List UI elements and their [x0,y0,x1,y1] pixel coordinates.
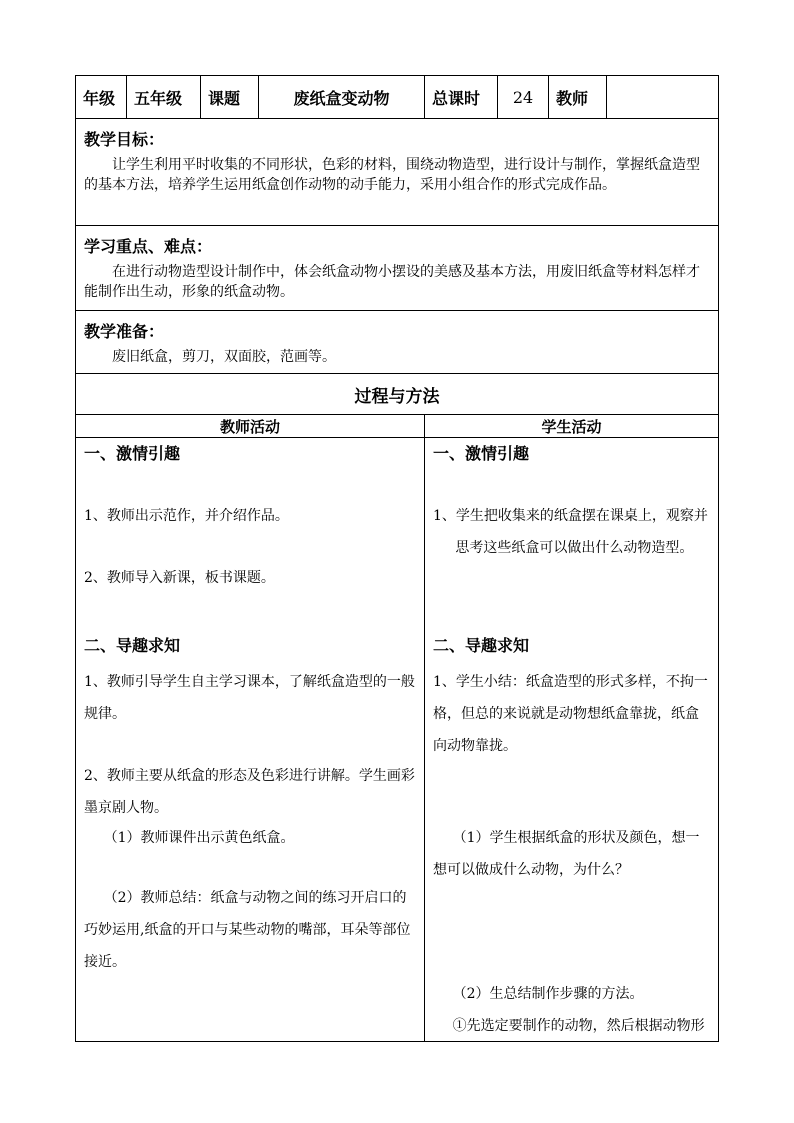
teacher-item: 2、教师主要从纸盒的形态及色彩进行讲解。学生画彩墨京剧人物。 [84,768,415,816]
topic-value: 废纸盒变动物 [259,76,425,119]
activity-head-row [76,415,719,438]
teacher-item: 1、教师出示范作，并介绍作品。 [84,508,289,524]
teacher-item: 1、教师引导学生自主学习课本，了解纸盒造型的一般规律。 [84,674,415,722]
teacher-activity-cell [76,438,425,1042]
teacher-item: （2）教师总结：纸盒与动物之间的练习开启口的巧妙运用,纸盒的开口与某些动物的嘴部，耳朵等部位接近。 [84,890,411,970]
prep-text: 废旧纸盒，剪刀，双面胶，范画等。 [112,349,336,365]
activity-row [76,438,719,1042]
teacher-item: （1）教师课件出示黄色纸盒。 [103,830,295,846]
process-title-row [76,374,719,415]
process-title: 过程与方法 [76,374,719,415]
teacher-value [607,76,719,119]
student-activity-head: 学生活动 [425,415,719,438]
prep-title: 教学准备： [84,322,165,341]
student-item: （2）生总结制作步骤的方法。 [452,986,644,1002]
keypoints-title: 学习重点、难点： [84,237,213,256]
goals-row [76,119,719,226]
student-section-1-title: 一、激情引趣 [433,444,530,463]
student-section-2-title: 二、导趣求知 [433,636,530,655]
hours-label: 总课时 [425,76,498,119]
prep-row [76,311,719,374]
keypoints-text: 在进行动物造型设计制作中，体会纸盒动物小摆设的美感及基本方法，用废旧纸盒等材料怎样才能制作出生动，形象的纸盒动物。 [84,264,700,300]
header-row [76,76,719,119]
goals-title: 教学目标： [84,130,165,149]
keypoints-row [76,226,719,311]
teacher-activity-head: 教师活动 [76,415,425,438]
grade-value: 五年级 [127,76,201,119]
goals-text: 让学生利用平时收集的不同形状，色彩的材料，围绕动物造型，进行设计与制作，掌握纸盒造型的基本方法，培养学生运用纸盒创作动物的动手能力，采用小组合作的形式完成作品。 [84,157,700,193]
teacher-label: 教师 [549,76,607,119]
student-item: 1、学生小结：纸盒造型的形式多样，不拘一格，但总的来说就是动物想纸盒靠拢，纸盒向动物靠拢。 [433,674,708,754]
lesson-plan-table [75,75,719,1042]
student-item: 1、学生把收集来的纸盒摆在课桌上，观察并思考这些纸盒可以做出什么动物造型。 [433,508,708,556]
teacher-section-2-title: 二、导趣求知 [84,636,181,655]
grade-label: 年级 [76,76,127,119]
teacher-item: 2、教师导入新课，板书课题。 [84,570,275,586]
hours-value: 24 [498,76,549,119]
topic-label: 课题 [201,76,259,119]
student-item: ①先选定要制作的动物，然后根据动物形 [452,1018,705,1034]
student-item: （1）学生根据纸盒的形状及颜色，想一想可以做成什么动物，为什么？ [433,830,700,878]
student-activity-cell [425,438,719,1042]
lesson-plan [75,75,718,1042]
teacher-section-1-title: 一、激情引趣 [84,444,181,463]
